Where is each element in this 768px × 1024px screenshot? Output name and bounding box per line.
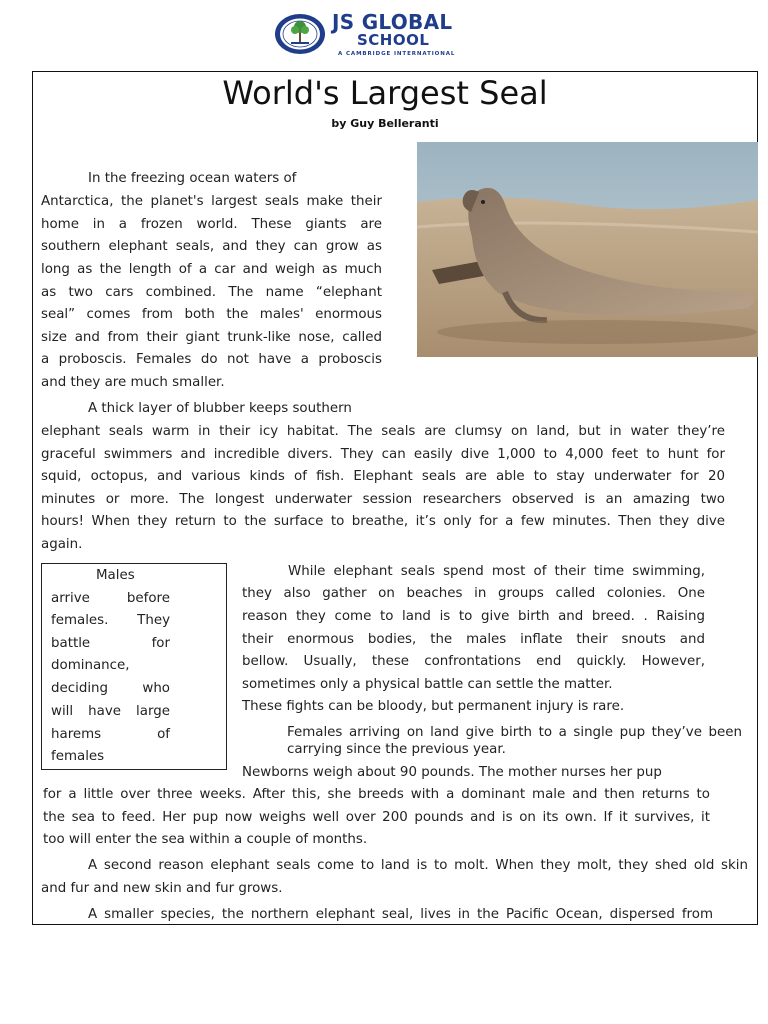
paragraph4-line: for a little over three weeks. After this, she breeds with a dominant male and then returns to	[43, 787, 710, 802]
paragraph4-line: carrying since the previous year.	[287, 742, 506, 757]
elephant-seal-photo	[417, 142, 758, 357]
sidebar-line: deciding who	[51, 681, 170, 696]
paragraph5-line: and fur and new skin and fur grows.	[41, 881, 283, 896]
paragraph2-line: elephant seals warm in their icy habitat. The seals are clumsy on land, but in water they’re	[41, 424, 725, 439]
sidebar-line: harems of	[51, 727, 170, 742]
seal-illustration	[417, 142, 758, 357]
logo-school-word: SCHOOL	[357, 31, 430, 49]
paragraph1-line: In the freezing ocean waters of	[88, 171, 297, 186]
paragraph4-line: Newborns weigh about 90 pounds. The mother nurses her pup	[242, 765, 662, 780]
paragraph4-line: too will enter the sea within a couple of months.	[43, 832, 368, 847]
article-title: World's Largest Seal	[222, 74, 548, 112]
paragraph2-line: again.	[41, 537, 83, 552]
paragraph2-line: squid, octopus, and various kinds of fish. Elephant seals are able to stay underwater for 20	[41, 469, 725, 484]
sidebar-line: will have large	[51, 704, 170, 719]
paragraph2-line: hours! When they return to the surface to breathe, it’s only for a few minutes. Then they dive	[41, 514, 725, 529]
paragraph3-line: These fights can be bloody, but permanent injury is rare.	[242, 699, 625, 714]
paragraph1-line: a proboscis. Females do not have a proboscis	[41, 352, 382, 367]
school-emblem-icon	[274, 13, 326, 55]
paragraph2-line: minutes or more. The longest underwater session researchers observed is an amazing two	[41, 492, 725, 507]
sidebar-line: Males	[96, 568, 135, 583]
paragraph6-line: A smaller species, the northern elephant seal, lives in the Pacific Ocean, dispersed from	[88, 907, 713, 922]
paragraph1-line: home in a frozen world. These giants are	[41, 217, 382, 232]
sidebar-line: females. They	[51, 613, 170, 628]
paragraph4-line: Females arriving on land give birth to a single pup they’ve been	[287, 725, 742, 740]
paragraph1-line: as two cars combined. The name “elephant	[41, 285, 382, 300]
sidebar-line: dominance,	[51, 658, 130, 673]
paragraph3-line: they also gather on beaches in groups called colonies. One	[242, 586, 705, 601]
paragraph3-line: their enormous bodies, the males inflate their snouts and	[242, 632, 705, 647]
paragraph1-line: seal” comes from both the males' enormous	[41, 307, 382, 322]
paragraph3-line: reason they come to land is to give birth and breed. . Raising	[242, 609, 705, 624]
paragraph1-line: Antarctica, the planet's largest seals make their	[41, 194, 382, 209]
paragraph1-line: size and from their giant trunk-like nose, called	[41, 330, 382, 345]
paragraph1-line: and they are much smaller.	[41, 375, 225, 390]
paragraph1-line: long as the length of a car and weigh as much	[41, 262, 382, 277]
paragraph2-line: A thick layer of blubber keeps southern	[88, 401, 352, 416]
sidebar-line: battle for	[51, 636, 170, 651]
paragraph3-line: While elephant seals spend most of their time swimming,	[288, 564, 705, 579]
paragraph3-line: bellow. Usually, these confrontations end quickly. However,	[242, 654, 705, 669]
paragraph3-line: sometimes only a physical battle can settle the matter.	[242, 677, 613, 692]
paragraph4-line: the sea to feed. Her pup now weighs well over 200 pounds and is on its own. If it survives, it	[43, 810, 710, 825]
paragraph2-line: graceful swimmers and incredible divers. They can easily dive 1,000 to 4,000 feet to hunt for	[41, 447, 725, 462]
paragraph1-line: southern elephant seals, and they can grow as	[41, 239, 382, 254]
logo-school-name: JS GLOBAL	[332, 10, 453, 34]
sidebar-line: females	[51, 749, 105, 764]
paragraph5-line: A second reason elephant seals come to land is to molt. When they molt, they shed old skin	[88, 858, 748, 873]
logo-tagline: A CAMBRIDGE INTERNATIONAL	[338, 51, 456, 57]
sidebar-line: arrive before	[51, 591, 170, 606]
article-byline: by Guy Belleranti	[331, 117, 439, 130]
